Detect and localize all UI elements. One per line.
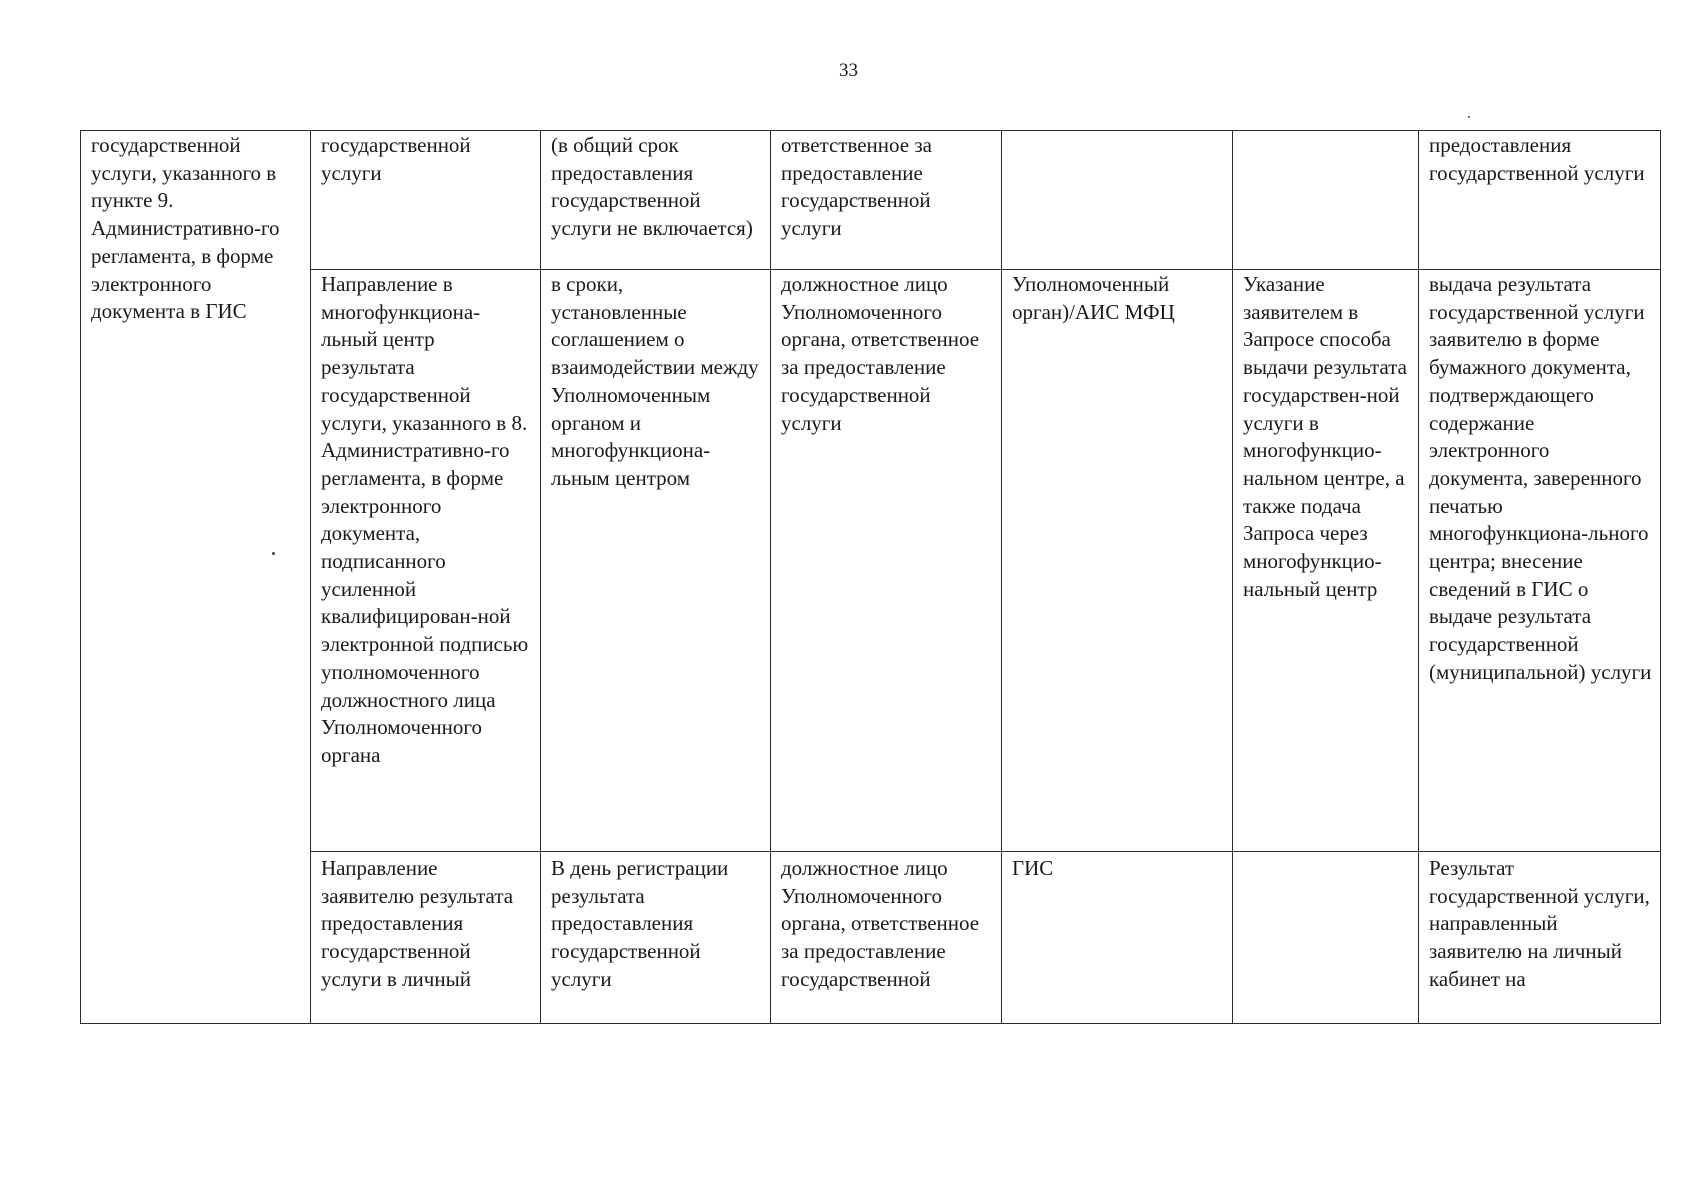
cell-system bbox=[1002, 131, 1233, 270]
cell-responsible: ответственное за предоставление государственной услуги bbox=[771, 131, 1002, 270]
cell-action: Направление заявителю результата предоставления государственной услуги в личный bbox=[311, 852, 541, 1024]
page-number: 33 bbox=[839, 60, 858, 81]
cell-system: Уполномоченный орган)/АИС МФЦ bbox=[1002, 270, 1233, 852]
procedure-table bbox=[80, 130, 1661, 1024]
cell-result: выдача результата государственной услуги заявителю в форме бумажного документа, подтверждающего содержание электронного документа, заверенного печатью многофункциона-льного центра; внесение сведений в ГИС о выдаче результата государственной (муниципальной) услуги bbox=[1419, 270, 1661, 852]
cell-system: ГИС bbox=[1002, 852, 1233, 1024]
cell-deadline: В день регистрации результата предоставления государственной услуги bbox=[541, 852, 771, 1024]
cell-action: государственной услуги bbox=[311, 131, 541, 270]
cell-criteria bbox=[1233, 131, 1419, 270]
table-row bbox=[81, 270, 1661, 852]
cell-deadline: в сроки, установленные соглашением о взаимодействии между Уполномоченным органом и многофункциона-льным центром bbox=[541, 270, 771, 852]
table-row bbox=[81, 131, 1661, 270]
scan-speck bbox=[272, 552, 275, 555]
cell-criteria bbox=[1233, 852, 1419, 1024]
cell-action: Направление в многофункциона-льный центр результата государственной услуги, указанного в 8. Административно-го регламента, в форме электронного документа, подписанного усиленной квалифицирован-ной электронной подписью уполномоченного должностного лица Уполномоченного органа bbox=[311, 270, 541, 852]
cell-result: предоставления государственной услуги bbox=[1419, 131, 1661, 270]
cell-basis-merged: государственной услуги, указанного в пункте 9. Административно-го регламента, в форме электронного документа в ГИС bbox=[81, 131, 311, 1024]
cell-result: Результат государственной услуги, направленный заявителю на личный кабинет на bbox=[1419, 852, 1661, 1024]
scan-speck bbox=[1468, 116, 1470, 118]
cell-deadline: (в общий срок предоставления государственной услуги не включается) bbox=[541, 131, 771, 270]
cell-responsible: должностное лицо Уполномоченного органа, ответственное за предоставление государственной bbox=[771, 852, 1002, 1024]
cell-criteria: Указание заявителем в Запросе способа выдачи результата государствен-ной услуги в многофункцио-нальном центре, а также подача Запроса через многофункцио-нальный центр bbox=[1233, 270, 1419, 852]
table-row bbox=[81, 852, 1661, 1024]
cell-responsible: должностное лицо Уполномоченного органа, ответственное за предоставление государственной услуги bbox=[771, 270, 1002, 852]
